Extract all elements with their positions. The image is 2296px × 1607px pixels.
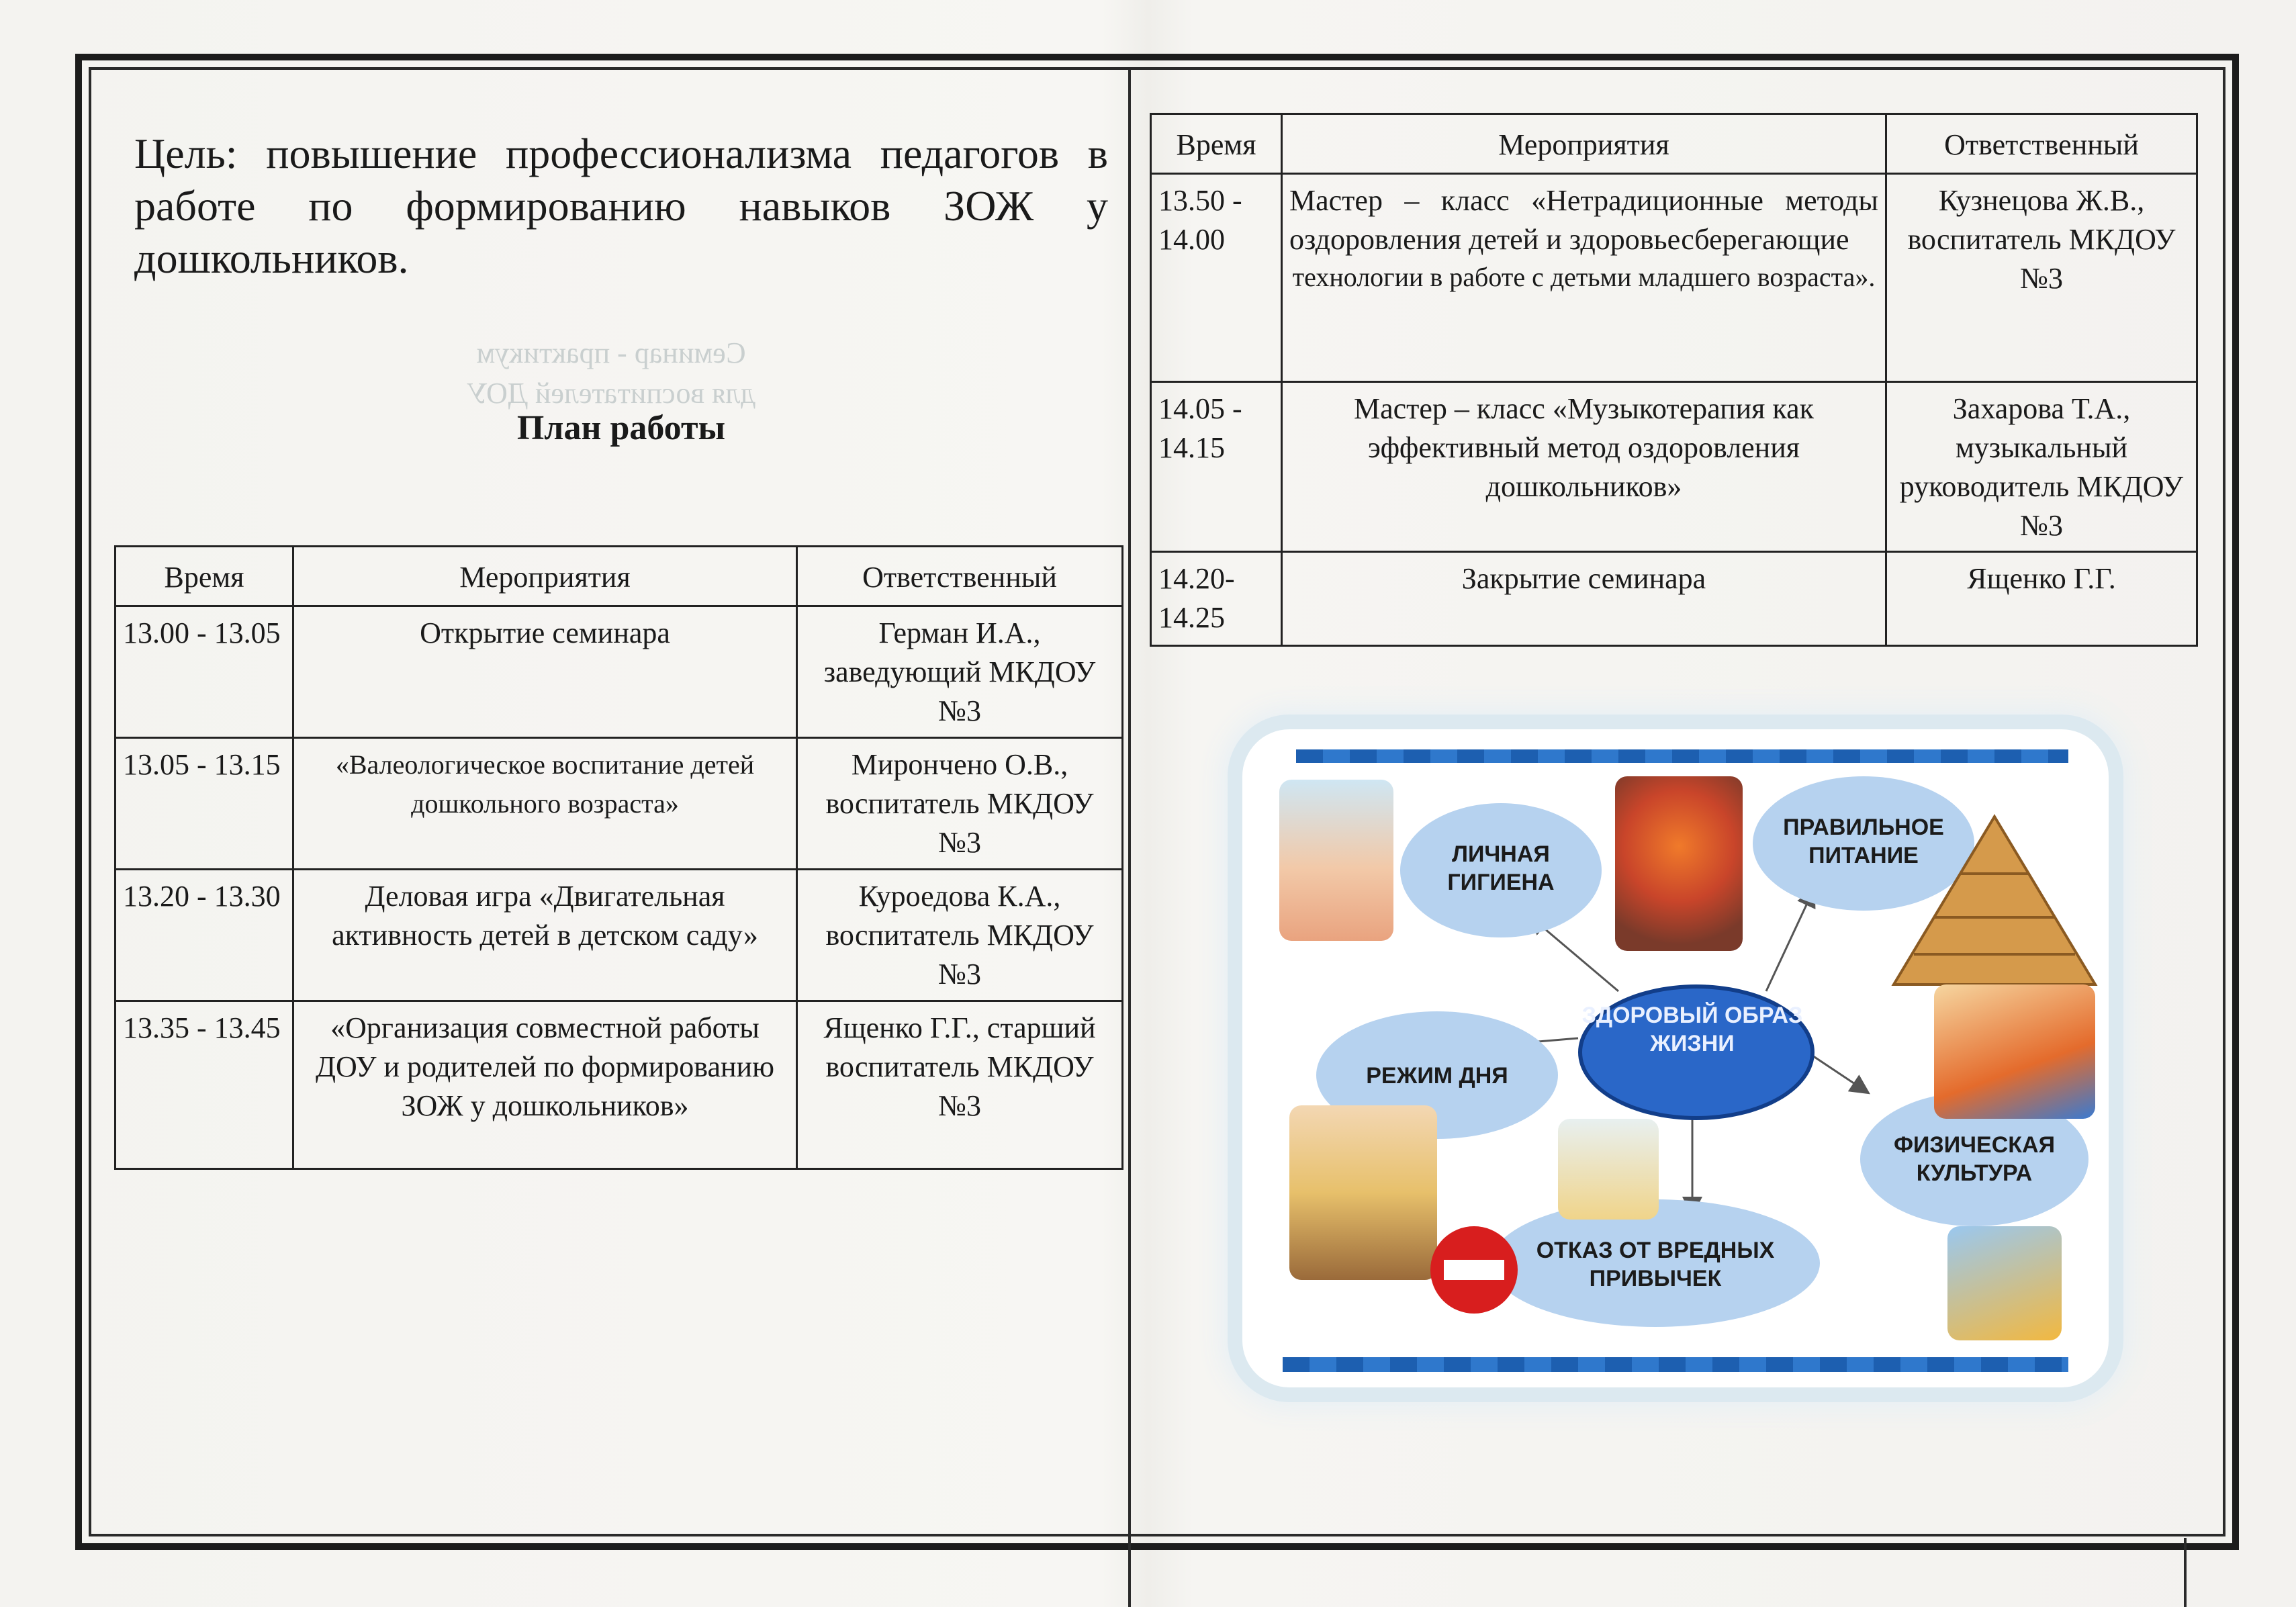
vegetables-picture bbox=[1615, 776, 1743, 951]
glasses-picture bbox=[1558, 1119, 1659, 1220]
table-header-row bbox=[116, 547, 1123, 606]
row-event: Открытие семинара bbox=[293, 606, 797, 738]
girl-at-desk-picture bbox=[1289, 1105, 1437, 1280]
edge-line bbox=[2184, 1538, 2187, 1607]
row-responsible: Ященко Г.Г. bbox=[1886, 552, 2197, 646]
table-row bbox=[116, 606, 1123, 738]
bleed-through-text-2: для воспитателей ДОУ bbox=[467, 377, 755, 410]
skier-picture bbox=[1947, 1226, 2062, 1340]
row-responsible: Куроедова К.А., воспитатель МКДОУ №3 bbox=[797, 870, 1123, 1001]
row-event: Деловая игра «Двигательная активность детей в детском саду» bbox=[293, 870, 797, 1001]
label-sport: ФИЗИЧЕСКАЯ КУЛЬТУРА bbox=[1893, 1132, 2056, 1186]
row-time: 13.00 - 13.05 bbox=[116, 606, 293, 738]
header-time: Время bbox=[116, 547, 293, 606]
label-center: ЗДОРОВЫЙ ОБРАЗ ЖИЗНИ bbox=[1581, 1003, 1803, 1056]
label-habits: ОТКАЗ ОТ ВРЕДНЫХ ПРИВЫЧЕК bbox=[1536, 1238, 1775, 1291]
row-responsible: Герман И.А., заведующий МКДОУ №3 bbox=[797, 606, 1123, 738]
table-row bbox=[116, 738, 1123, 870]
schedule-table-right bbox=[1150, 113, 2198, 647]
schedule-table-left bbox=[114, 545, 1123, 1170]
label-hygiene: ЛИЧНАЯ ГИГИЕНА bbox=[1447, 841, 1555, 895]
table-row bbox=[1151, 552, 2197, 646]
table-row bbox=[116, 870, 1123, 1001]
table-row bbox=[116, 1001, 1123, 1169]
row-event: «Организация совместной работы ДОУ и родителей по формированию ЗОЖ у дошкольников» bbox=[293, 1001, 797, 1169]
header-responsible: Ответственный bbox=[1886, 114, 2197, 174]
goal-text: Цель: повышение профессионализма педагогов в работе по формированию навыков ЗОЖ у дошкольников. bbox=[134, 130, 1108, 282]
header-event: Мероприятия bbox=[1282, 114, 1886, 174]
row-responsible: Кузнецова Ж.В., воспитатель МКДОУ №3 bbox=[1886, 174, 2197, 382]
healthy-lifestyle-illustration bbox=[1242, 729, 2109, 1387]
header-responsible: Ответственный bbox=[797, 547, 1123, 606]
row-time: 13.50 - 14.00 bbox=[1151, 174, 1282, 382]
kids-sport-picture bbox=[1934, 984, 2095, 1119]
row-event-line1: Мастер – класс «Нетрадиционные методы оздоровления детей и здоровьесберегающие bbox=[1289, 184, 1878, 256]
row-responsible: Захарова Т.А., музыкальный руководитель МКДОУ №3 bbox=[1886, 382, 2197, 552]
food-pyramid-picture bbox=[1887, 810, 2102, 991]
row-time: 14.05 - 14.15 bbox=[1151, 382, 1282, 552]
row-event: Закрытие семинара bbox=[1282, 552, 1886, 646]
label-nutrition: ПРАВИЛЬНОЕ ПИТАНИЕ bbox=[1783, 815, 1944, 868]
row-time: 13.20 - 13.30 bbox=[116, 870, 293, 1001]
row-event: Мастер – класс «Музыкотерапия как эффективный метод оздоровления дошкольников» bbox=[1282, 382, 1886, 552]
bleed-through-text-1: Семинар - практикум bbox=[476, 336, 746, 369]
fold-line bbox=[1128, 67, 1131, 1607]
row-event: «Валеологическое воспитание детей дошкольного возраста» bbox=[293, 738, 797, 870]
table-header-row bbox=[1151, 114, 2197, 174]
table-row bbox=[1151, 174, 2197, 382]
row-time: 14.20- 14.25 bbox=[1151, 552, 1282, 646]
header-time: Время bbox=[1151, 114, 1282, 174]
no-entry-bar bbox=[1444, 1260, 1504, 1280]
row-time: 13.35 - 13.45 bbox=[116, 1001, 293, 1169]
table-row bbox=[1151, 382, 2197, 552]
label-daily: РЕЖИМ ДНЯ bbox=[1366, 1063, 1508, 1089]
row-event bbox=[1282, 174, 1886, 382]
plan-title: План работы bbox=[516, 409, 726, 447]
header-event: Мероприятия bbox=[293, 547, 797, 606]
row-event-line2: технологии в работе с детьми младшего возраста». bbox=[1292, 262, 1876, 292]
row-responsible: Мирончено О.В., воспитатель МКДОУ №3 bbox=[797, 738, 1123, 870]
girl-washing-picture bbox=[1279, 780, 1393, 941]
row-responsible: Ященко Г.Г., старший воспитатель МКДОУ №3 bbox=[797, 1001, 1123, 1169]
row-time: 13.05 - 13.15 bbox=[116, 738, 293, 870]
